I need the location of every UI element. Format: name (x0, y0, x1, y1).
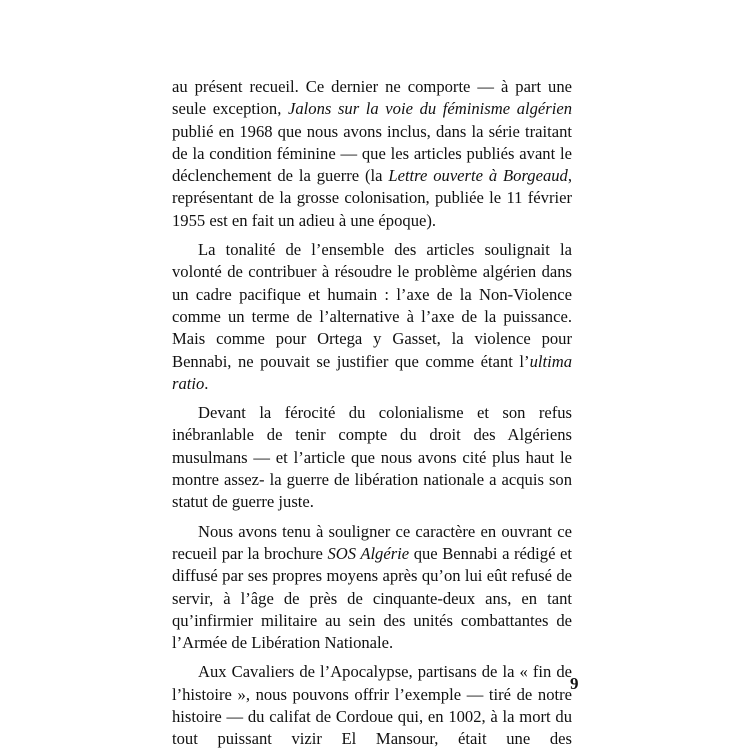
italic-title: SOS Algérie (327, 543, 410, 563)
text-run: Aux Cavaliers de l’Apocalypse, partisans de la « fin de l’histoire », nous pouvons offrir l’exemple — tiré de notre histoire — du califat de Cordoue qui, en 1002, à la mort du tout puissant vizir El Mansour, était une des (172, 662, 572, 749)
paragraph (172, 76, 572, 232)
text-run: Devant la férocité du colonialisme et son refus inébranlable de tenir compte du droit des Algériens musulmans — et l’article que nous avons cité plus haut le montre assez- la guerre de libération nationale a acquis son statut de guerre juste. (172, 403, 572, 512)
text-run: , représentant de la grosse colonisation, publiée le 11 février 1955 est en fait un adieu à une époque). (172, 166, 572, 230)
text-run: au présent recueil. Ce dernier ne comporte — à part une seule exception, (172, 77, 572, 119)
text-run: publié en 1968 que nous avons inclus, dans la série traitant de la condition féminine — que les articles publiés avant le déclenchement de la guerre (la (172, 121, 572, 186)
paragraph (172, 661, 572, 750)
page-number: 9 (570, 674, 579, 693)
text-run: . (204, 373, 209, 393)
italic-title: Jalons sur la voie du féminisme algérien (288, 99, 572, 119)
paragraph (172, 239, 572, 395)
italic-title: Lettre ouverte à Borgeaud (388, 166, 568, 186)
text-run: La tonalité de l’ensemble des articles soulignait la volonté de contribuer à résoudre le problème algérien dans un cadre pacifique et humain : l’axe de la Non-Violence comme un terme de l’alternative à l’axe de la puissance. Mais comme pour Ortega y Gasset, la violence pour Bennabi, ne pouvait se justifier que comme étant l’ (172, 240, 572, 371)
body-text (172, 76, 572, 751)
text-run: que Bennabi a rédigé et diffusé par ses propres moyens après qu’on lui eût refusé de servir, à l’âge de près de cinquante-deux ans, en tant qu’infirmier militaire au sein des unités combattantes de l’Armée de Libération Nationale. (172, 543, 572, 653)
italic-title: ultima ratio (172, 351, 572, 393)
paragraph (172, 521, 572, 655)
paragraph (172, 402, 572, 513)
text-run: Nous avons tenu à souligner ce caractère en ouvrant ce recueil par la brochure (172, 521, 572, 563)
